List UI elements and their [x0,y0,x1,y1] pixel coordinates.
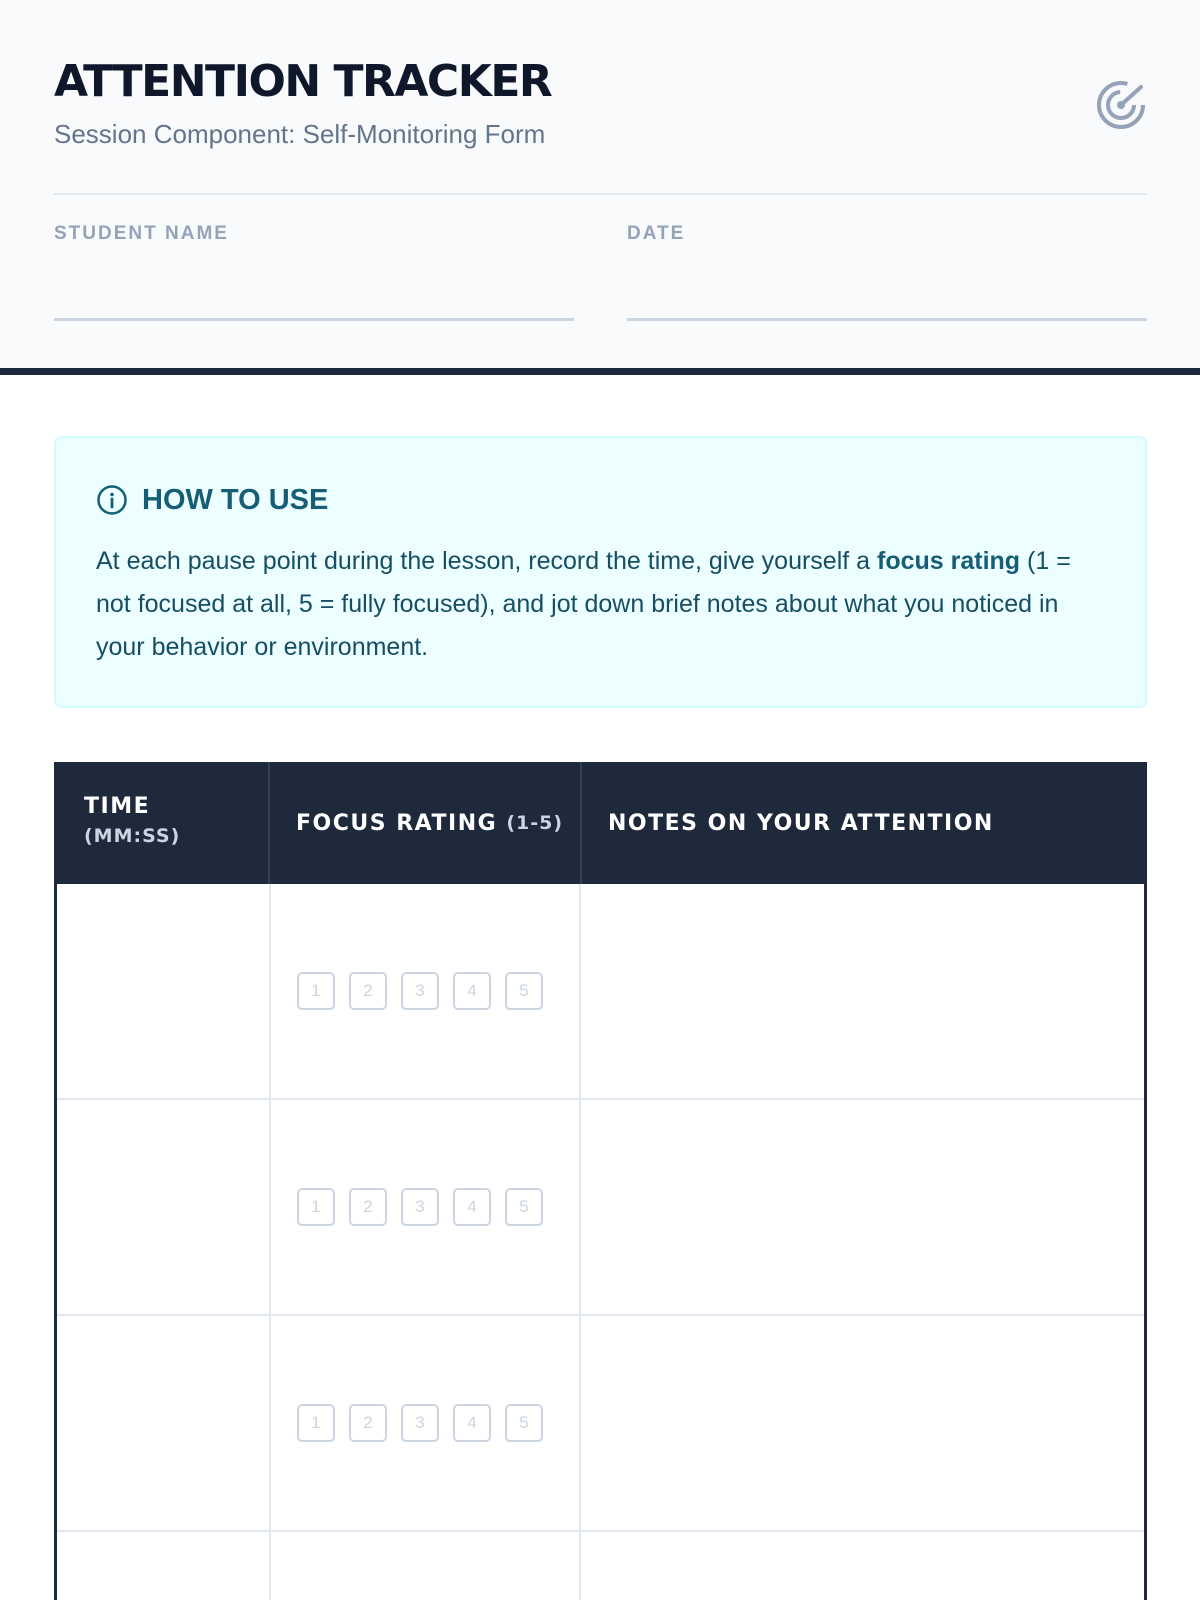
table-row [57,1532,1144,1600]
rating-option-2[interactable]: 2 [349,1188,387,1226]
date-label: DATE [627,223,686,244]
rating-option-3[interactable]: 3 [401,972,439,1010]
focus-rating-selector [297,1404,543,1442]
instructions-text: At each pause point during the lesson, record the time, give yourself a focus rating (1 = not focused at all, 5 = fully focused), and jot down brief notes about what you noticed in your behavior or environment. [96,547,1071,661]
column-header-time: TIME (MM:SS) [84,794,181,847]
target-radar-icon [1094,78,1148,132]
rating-option-5[interactable]: 5 [505,972,543,1010]
focus-rating-selector [297,972,543,1010]
header-divider [54,193,1147,195]
info-circle-icon [96,484,128,516]
table-row [57,1100,1144,1316]
student-name-field[interactable] [54,318,574,321]
page-title: ATTENTION TRACKER [54,56,552,107]
rating-option-5[interactable]: 5 [505,1404,543,1442]
rating-option-4[interactable]: 4 [453,972,491,1010]
instructions-box [54,436,1147,708]
rating-option-3[interactable]: 3 [401,1404,439,1442]
rating-option-1[interactable]: 1 [297,1188,335,1226]
rating-option-4[interactable]: 4 [453,1404,491,1442]
tracker-table [54,884,1147,1600]
table-header [54,762,1147,884]
rating-option-1[interactable]: 1 [297,972,335,1010]
rating-option-5[interactable]: 5 [505,1188,543,1226]
table-row [57,884,1144,1100]
form-header [0,0,1200,375]
instructions-title: HOW TO USE [142,484,329,516]
rating-option-2[interactable]: 2 [349,1404,387,1442]
student-name-label: STUDENT NAME [54,223,229,244]
rating-option-3[interactable]: 3 [401,1188,439,1226]
header-separator [268,762,270,884]
date-field[interactable] [627,318,1147,321]
focus-rating-selector [297,1188,543,1226]
rating-option-4[interactable]: 4 [453,1188,491,1226]
rating-option-1[interactable]: 1 [297,1404,335,1442]
focus-rating-emphasis: focus rating [877,547,1021,575]
header-separator [580,762,582,884]
table-row [57,1316,1144,1532]
column-header-notes: NOTES ON YOUR ATTENTION [608,810,994,836]
page-subtitle: Session Component: Self-Monitoring Form [54,119,546,149]
column-header-focus-rating: FOCUS RATING (1-5) [296,810,564,836]
rating-option-2[interactable]: 2 [349,972,387,1010]
